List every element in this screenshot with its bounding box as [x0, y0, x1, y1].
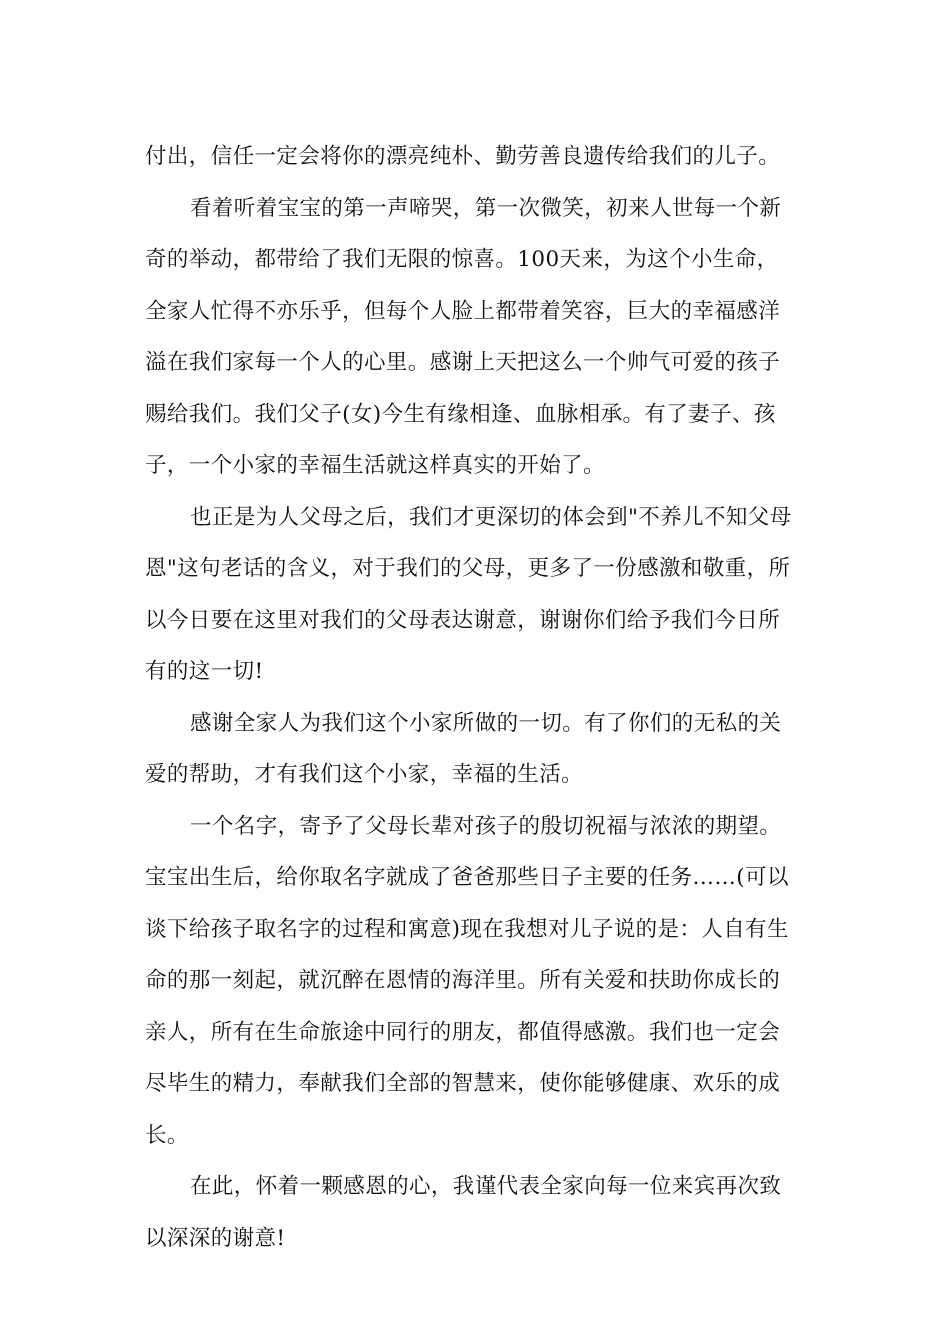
text-line: 奇的举动，都带给了我们无限的惊喜。100天来，为这个小生命，	[145, 247, 779, 272]
text-line: 长。	[145, 1122, 189, 1148]
text-line-paragraph-start: 在此，怀着一颗感恩的心，我谨代表全家向每一位来宾再次致	[190, 1174, 782, 1199]
text-line: 恩"这句老话的含义，对于我们的父母，更多了一份感激和敬重，所	[145, 556, 791, 581]
text-line-paragraph-start: 看着听着宝宝的第一声啼哭，第一次微笑，初来人世每一个新	[190, 195, 782, 221]
text-line: 子，一个小家的幸福生活就这样真实的开始了。	[145, 453, 605, 478]
body-text	[145, 131, 815, 1264]
text-line: 命的那一刻起，就沉醉在恩情的海洋里。所有关爱和扶助你成长的	[145, 968, 781, 993]
text-line: 溢在我们家每一个人的心里。感谢上天把这么一个帅气可爱的孩子	[145, 350, 781, 375]
text-line: 以今日要在这里对我们的父母表达谢意，谢谢你们给予我们今日所	[145, 607, 781, 633]
text-line: 全家人忙得不亦乐乎，但每个人脸上都带着笑容，巨大的幸福感洋	[145, 298, 781, 324]
text-line-paragraph-start: 感谢全家人为我们这个小家所做的一切。有了你们的无私的关	[190, 710, 782, 736]
text-line: 爱的帮助，才有我们这个小家，幸福的生活。	[145, 762, 584, 787]
text-line-paragraph-start: 一个名字，寄予了父母长辈对孩子的殷切祝福与浓浓的期望。	[190, 813, 782, 839]
text-line: 尽毕生的精力，奉献我们全部的智慧来，使你能够健康、欢乐的成	[145, 1071, 781, 1096]
text-line: 付出，信任一定会将你的漂亮纯朴、勤劳善良遗传给我们的儿子。	[145, 144, 781, 169]
text-line-paragraph-start: 也正是为人父母之后，我们才更深切的体会到"不养儿不知父母	[190, 504, 792, 530]
text-line: 宝宝出生后，给你取名字就成了爸爸那些日子主要的任务……(可以	[145, 865, 789, 890]
text-line: 亲人，所有在生命旅途中同行的朋友，都值得感激。我们也一定会	[145, 1019, 781, 1045]
text-line: 有的这一切!	[145, 659, 264, 684]
text-line: 赐给我们。我们父子(女)今生有缘相逢、血脉相承。有了妻子、孩	[145, 401, 776, 427]
text-line: 以深深的谢意!	[145, 1225, 286, 1251]
text-line: 谈下给孩子取名字的过程和寓意)现在我想对儿子说的是：人自有生	[145, 916, 789, 942]
